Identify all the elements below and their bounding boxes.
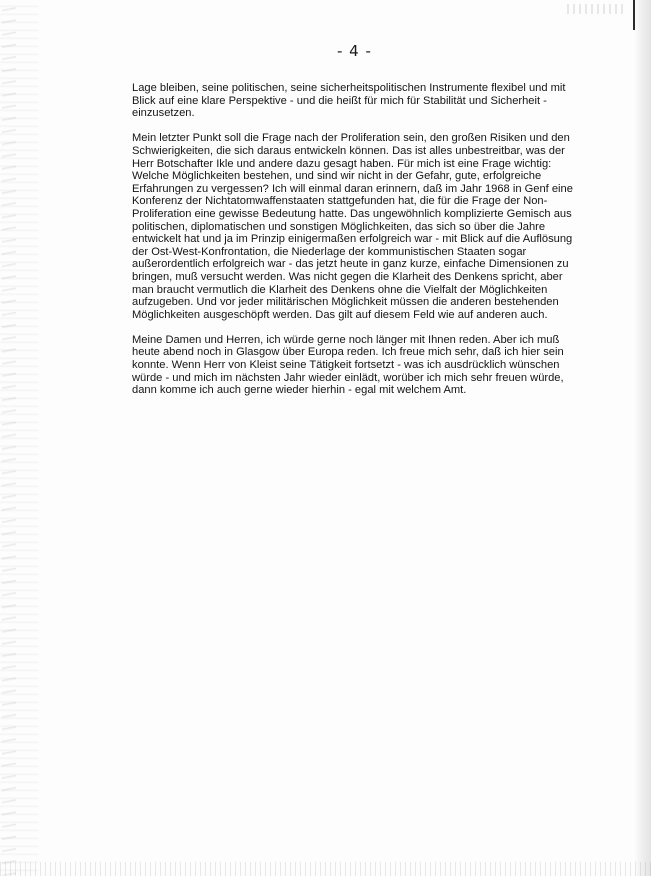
paragraph-2: Mein letzter Punkt soll die Frage nach der Proliferation sein, den großen Risiken und den Schwierigkeiten, die sich daraus entwickeln können. Das ist alles unbestreitbar, was der Herr Botschafter Ikle und andere dazu gesagt haben. Für mich ist eine Frage wichtig: Welche Möglichkeiten bestehen, und sind wir nicht in der Gefahr, gute, erfolgreiche Erfahrungen zu vergessen? Ich will einmal daran erinnern, daß im Jahr 1968 in Genf eine Konferenz der Nichtatomwaffenstaaten stattgefunden hat, die für die Frage der Non- Proliferation eine gewisse Bedeutung hatte. Das ungewöhnlich komplizierte Gemisch aus politischen, diplomatischen und sonstigen Möglichkeiten, das sich so über die Jahre entwickelt hat und ja im Prinzip einigermaßen erfolgreich war - mit Blick auf die Auflösung der Ost-West-Konfrontation, die Niederlage der kommunistischen Staaten sogar außerordentlich erfolgreich war - das jetzt heute in ganz kurze, einfache Dimensionen zu bringen, muß versucht werden. Was nicht gegen die Klarheit des Denkens spricht, aber man braucht vermutlich die Klarheit des Denkens ohne die Vielfalt der Möglichkeiten aufzugeben. Und vor jeder militärischen Möglichkeit müssen die anderen bestehenden Möglichkeiten ausgeschöpft werden. Das gilt auf diesem Feld wie auf anderen auch. bbox=[132, 132, 573, 321]
paragraph-1: Lage bleiben, seine politischen, seine sicherheitspolitischen Instrumente flexibel und mit Blick auf eine klare Perspektive - und die heißt für mich für Stabilität und Sicherheit - einzusetzen. bbox=[132, 82, 566, 120]
scan-edge-noise-bottom bbox=[0, 862, 651, 876]
scan-edge-mark-right bbox=[633, 0, 635, 30]
page-number: - 4 - bbox=[337, 42, 372, 60]
document-body bbox=[132, 82, 580, 409]
scan-scuff-top-right bbox=[567, 4, 627, 14]
paragraph-3: Meine Damen und Herren, ich würde gerne noch länger mit Ihnen reden. Aber ich muß heute abend noch in Glasgow über Europa reden. Ich freue mich sehr, daß ich hier sein konnte. Wenn Herr von Kleist seine Tätigkeit fortsetzt - was ich ausdrücklich wünschen würde - und mich im nächsten Jahr wieder einlädt, worüber ich mich sehr freuen würde, dann komme ich auch gerne wieder hierhin - egal mit welchem Amt. bbox=[132, 333, 564, 397]
scan-edge-right bbox=[633, 0, 651, 876]
scan-edge-noise-left-overlay bbox=[2, 0, 16, 876]
